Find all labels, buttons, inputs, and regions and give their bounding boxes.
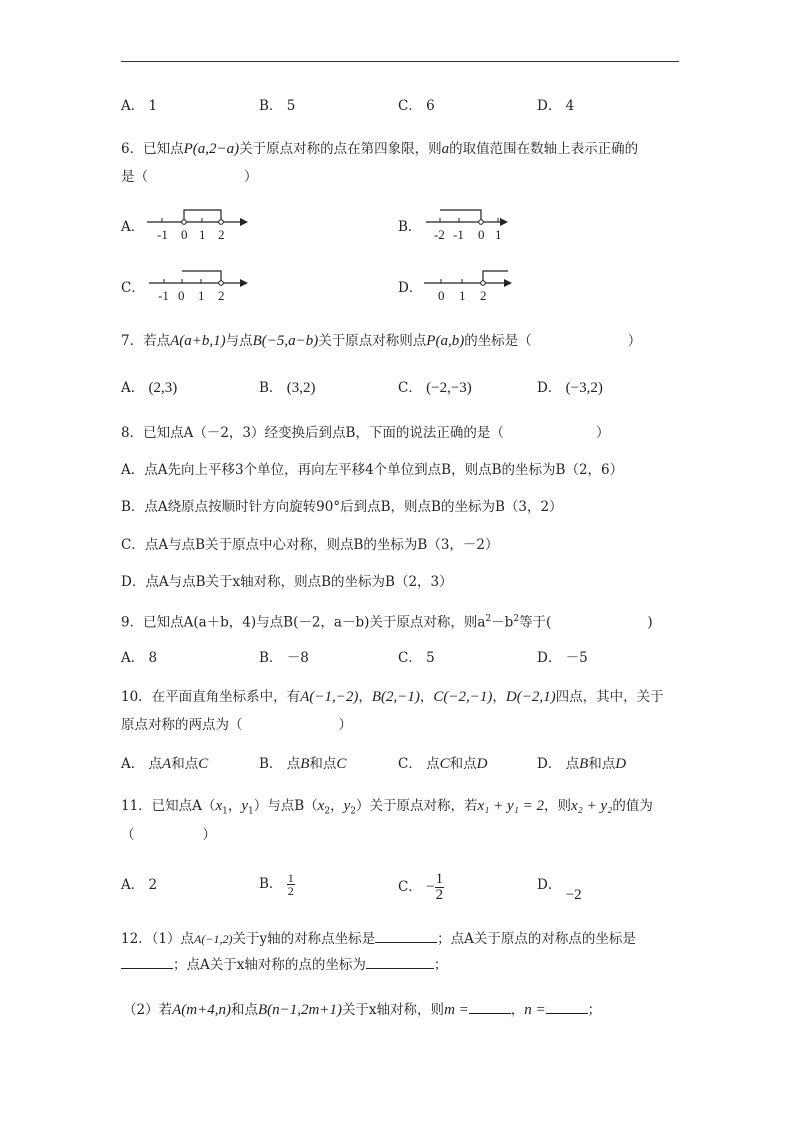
q5-option-c: C． 6 [398, 98, 435, 114]
q7-option-c: C． (−2,−3) [398, 380, 472, 396]
q11-option-a: A． 2 [121, 877, 158, 893]
q10-stem-line1: 10．在平面直角坐标系中，有A(−1,−2)，B(2,−1)，C(−2,−1)，D(−2,1)四点，其中，关于 [121, 689, 664, 705]
q6-numberline-c [145, 263, 260, 305]
svg-text:0: 0 [178, 288, 185, 303]
q6-stem-line2: 是（ ） [121, 169, 258, 185]
q5-option-a: A． 1 [121, 98, 158, 114]
q6-label-b: B． [398, 219, 422, 235]
svg-text:2: 2 [480, 288, 487, 303]
q11-stem-line2: （ ） [121, 827, 216, 843]
q10-option-a: A． 点A和点C [121, 756, 209, 772]
q6-stem-line1: 6．已知点P(a,2−a)关于原点对称的点在第四象限，则a的取值范围在数轴上表示正确的 [121, 141, 639, 157]
q12-blank-n[interactable] [546, 999, 588, 1014]
q11-option-b: B． $\frac{1}{2}$ [259, 871, 294, 898]
q11-expression: x₂ + y₂ [570, 798, 613, 814]
q8-option-d: D．点A与点B关于x轴对称，则点B的坐标为B（2，3） [121, 574, 453, 590]
svg-text:0: 0 [181, 227, 188, 242]
q7-point-a: A(a+b,1) [170, 333, 226, 349]
svg-text:2: 2 [218, 227, 225, 242]
q10-option-d: D． 点B和点D [537, 756, 627, 772]
q12-part1-line1: 12．（1）点A(−1,2)关于y轴的对称点坐标是 ；点A关于原点的对称点的坐标是 [121, 928, 636, 948]
q7-option-b: B． (3,2) [259, 380, 316, 396]
q11-option-d: D． −2 [537, 877, 582, 903]
q8-option-b: B．点A绕原点按顺时针方向旋转90°后到点B，则点B的坐标为B（3，2） [121, 499, 563, 515]
q12-part1-line2: ；点A关于x轴对称的点的坐标为 ； [121, 954, 447, 974]
q10-stem-line2: 原点对称的两点为（ ） [121, 717, 352, 733]
q12-blank-m[interactable] [469, 999, 511, 1014]
q5-option-d: D． 4 [537, 98, 575, 114]
q11-option-c-fraction: $\frac{1}{2}$ [435, 871, 444, 903]
q11-equation: x₁ + y₁ = 2 [477, 798, 544, 814]
q12-point-a: A(−1,2) [194, 932, 233, 946]
svg-text:1: 1 [198, 288, 205, 303]
svg-text:1: 1 [495, 227, 502, 242]
q9-option-b: B． －8 [259, 650, 309, 666]
q12-blank-3[interactable] [366, 954, 434, 969]
q8-stem: 8．已知点A（－2，3）经变换后到点B，下面的说法正确的是（ ） [121, 425, 610, 441]
q9-stem: 9．已知点A(a＋b，4)与点B(－2，a－b)关于原点对称，则$a^2-b^2$等于( ) [121, 614, 653, 631]
q12-point-b2: B(n−1,2m+1) [257, 1002, 342, 1018]
q10-point-c: C(−2,−1) [433, 689, 493, 705]
header-rule [121, 61, 679, 62]
q11-stem-line1: 11．已知点$A(x_1$，$y_1$）与点$B(x_2$，$y_2$）关于原点对称，若x₁ + y₁ = 2，则x₂ + y₂的值为 [121, 798, 653, 817]
q10-point-b: B(2,−1) [371, 689, 420, 705]
svg-text:1: 1 [459, 288, 466, 303]
q6-label-d: D． [398, 280, 423, 296]
q10-point-d: D(−2,1) [505, 689, 556, 705]
q12-blank-2[interactable] [121, 954, 173, 969]
q11-option-c: C． − $\frac{1}{2}$ [398, 871, 444, 903]
svg-text:0: 0 [478, 227, 485, 242]
q5-option-b: B． 5 [259, 98, 296, 114]
q12-point-a2: A(m+4,n) [172, 1002, 231, 1018]
q10-option-c: C． 点C和点D [398, 756, 488, 772]
svg-text:-2: -2 [434, 227, 445, 242]
q6-numberline-a [140, 202, 255, 244]
q10-point-a: A(−1,−2) [300, 689, 359, 705]
q12-part2: （2）若A(m+4,n)和点B(n−1,2m+1)关于x轴对称，则m = ，n = ； [123, 999, 601, 1019]
q6-point-p: P(a,2−a) [183, 141, 240, 157]
q6-numberline-b [420, 202, 520, 244]
q9-option-a: A． 8 [121, 650, 158, 666]
q7-option-d: D． (−3,2) [537, 380, 603, 396]
q7-option-a: A． (2,3) [121, 380, 178, 396]
q9-option-d: D． －5 [537, 650, 588, 666]
svg-text:-1: -1 [158, 288, 169, 303]
svg-text:2: 2 [218, 288, 225, 303]
svg-text:-1: -1 [453, 227, 464, 242]
svg-text:1: 1 [199, 227, 206, 242]
q6-numberline-d [420, 263, 520, 305]
q11-option-b-fraction: $\frac{1}{2}$ [287, 871, 294, 898]
svg-text:-1: -1 [157, 227, 168, 242]
q6-label-c: C． [121, 280, 145, 296]
q6-label-a: A． [121, 219, 145, 235]
q7-point-b: B(−5,a−b) [252, 333, 319, 349]
q6-var-a: a [441, 141, 450, 157]
q7-point-p: P(a,b) [426, 333, 465, 349]
q8-option-c: C．点A与点B关于原点中心对称，则点B的坐标为B（3，－2） [121, 537, 499, 553]
svg-text:0: 0 [438, 288, 445, 303]
q10-option-b: B． 点B和点C [259, 756, 347, 772]
q9-option-c: C． 5 [398, 650, 435, 666]
q12-blank-1[interactable] [375, 928, 437, 943]
q7-stem: 7．若点A(a+b,1)与点B(−5,a−b)关于原点对称则点P(a,b)的坐标是（ ） [121, 333, 642, 349]
q8-option-a: A．点A先向上平移3个单位，再向左平移4个单位到点B，则点B的坐标为B（2，6） [121, 462, 624, 478]
